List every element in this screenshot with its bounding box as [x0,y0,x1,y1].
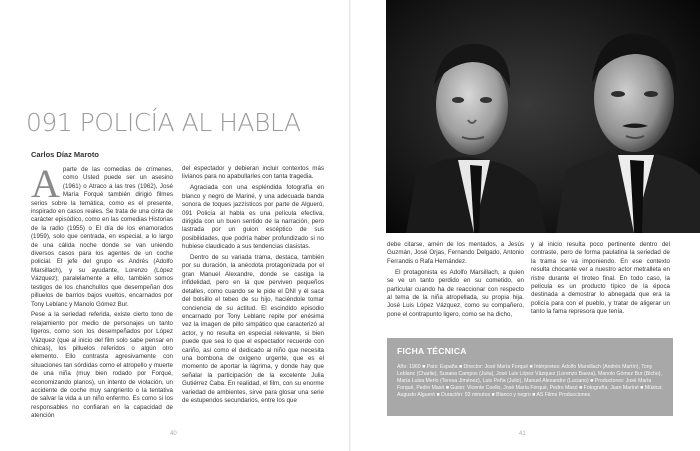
page-number-left: 40 [170,431,177,437]
right-column-1 [387,241,524,322]
paragraph: y al inicio resulta poco pertinente dentro del contraste, pero de forma paulatina la seriedad de la trama se va imponiendo. En ese contexto resulta chocante ver a nuestro actor metralleta en ristre durante el tiroteo final. En todo caso, la película es un producto típico de la época destinada a demostrar lo abnegada que era la policía para con el pueblo, y tratar de aligerar un tanto la fama represora que tenía. [531,241,670,316]
paragraph: Agraciada con una espléndida fotografía en blanco y negro de Mariné, y una adecuada banda sonora de toques jazzísticos por parte de Algueró, 091 Policía al habla es una película efectiva, dirigida con un buen sentido de la narración, pero lastrada por un guion escéptico de sus posibilidades, que podría haber profundizado si no hubiese claudicado a sus tendencias clasistas. [182,184,324,251]
page-number-right: 41 [519,431,526,437]
right-column-2 [531,241,670,319]
film-still-photo [386,0,700,233]
paragraph-text: parte de las comedias de crímenes, como Usted puede ser un asesino (1961) o Atraco a las tres (1962), José María Forqué también dirigió filmes serios sobre la temática, como es el presente, inspirado en casos reales. Se trata de una cinta de carácter episódico, como en las comedias Historias de la radio (1955) o El día de los enamorados (1959), solo que centrada, en especial, a lo largo de una cálida noche donde se van uniendo diversos casos para los agentes de un coche policial. El jefe del grupo es Andrés (Adolfo Marsillach), y su ayudante, Lorenzo (López Vázquez); paralelamente a ello, también somos testigos de los chanchullos que desempeñan dos pilluelos de barrios bajos vueltos, encarnados por Tony Leblanc y Manolo Gómez Bur. [31,166,173,308]
technical-sheet-box [387,338,673,416]
technical-sheet-body: Año: 1960 ■ País: España ■ Director: José María Forqué ■ Intérpretes: Adolfo Marsillach (Andrés Martín), Tony Leblanc (Charlie), Susana Campos (Julia), José Luis López Vázquez (Lorenzo Baeza), Manolo Gómez Bur (Bicho), María Luisa Merlo (Teresa Jiménez), Luis Peña (Julio), Manuel Alexandre (Luciano) ■ Productores: José María Forqué, Pedro Masó ■ Guion: Vicente Coello, José María Forqué, Pedro Masó ■ Fotografía: Juan Mariné ■ Música: Augusto Algueró ■ Duración: 93 minutos ■ Blanco y negro ■ AS Films Producciones [397,364,663,398]
paragraph: debe citarse, amén de los mentados, a Jesús Guzmán, José Orjas, Fernando Delgado, Antonio Ferrandis o Rafa Hernández. [387,241,524,265]
left-column-1 [31,161,173,423]
drop-cap: A [31,161,60,206]
book-gutter [349,0,351,451]
paragraph: El protagonista es Adolfo Marsillach, a quien se ve un tanto perdido en su cometido, en particular cuando ha de reaccionar con respecto al tema de la niña atropellada, su propia hija. José Luis López Vázquez, como su compañero, pone el contrapunto ligero, como se ha dicho, [387,268,524,318]
film-still-image [386,0,700,233]
paragraph [31,161,173,309]
paragraph: del espectador y debieran incluir contextos más livianos para no apabullarles con tanta tragedia. [182,165,324,181]
technical-sheet-title: FICHA TÉCNICA [397,346,467,356]
paragraph: Dentro de su variada trama, destaca, también por su duración, la anécdota protagonizada por el gran Manuel Alexandre, donde se castiga la infidelidad, pero en la que perviven pequeños detalles, como cuando se le pide el DNI y él saca del bolsillo el tebeo de su hijo, haciéndole tomar conciencia de su actitud. El escindido episodio encarnado por Tony Leblanc repite por enésima vez la imagen de pillo simpático que caracterizó al actor, y no resulta en especial relevante, si bien puede que sea lo que el espectador recuerde con cariño, así como el dedicado al niño que necesita una bombona de oxígeno urgente, que es el momento de aportar la lágrima, y donde hay que señalar la participación de la excelente Julia Gutiérrez Caba. En realidad, el film, con su enorme variedad de ambientes, sirve para glosar una serie de estupendos secundarios, entre los que [182,254,324,404]
author-name: Carlos Díaz Maroto [31,150,99,159]
paragraph: Pese a la seriedad referida, existe cierto tono de relajamiento por medio de personajes un tanto ligeros, como son los desempeñados por López Vázquez (que al inicio del film solo sabe pensar en chicas), los pilluelos referidos o algún otro elemento. Ello contrasta agresivamente con situaciones tan sórdidas como el atropello y muerte de una niña (muy bien rodado por Forqué, economizando planos), un intento de violación, un accidente de coche muy sangriento o la tentativa de salvar la vida a un niño enfermo. Es como si los responsables no confiaran en la capacidad de atención [31,311,173,420]
article-title: 091 POLICÍA AL HABLA [26,108,301,137]
left-column-2 [182,165,324,408]
